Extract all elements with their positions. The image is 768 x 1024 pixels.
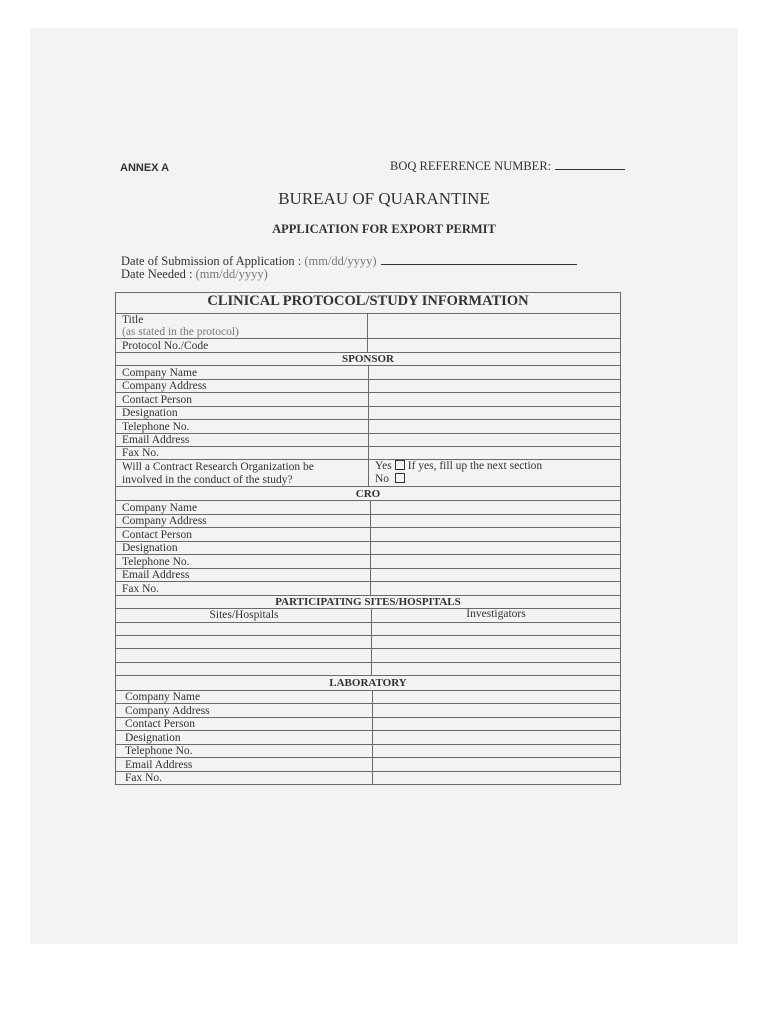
cro-question-line2: involved in the conduct of the study? <box>122 474 293 486</box>
sponsor-company-address-label: Company Address <box>122 380 207 392</box>
document-subtitle: APPLICATION FOR EXPORT PERMIT <box>272 222 496 236</box>
investigators-column-header: Investigators <box>466 608 526 620</box>
cro-company-name-label: Company Name <box>122 502 198 514</box>
lab-company-name-label: Company Name <box>125 691 201 703</box>
cro-question-line1: Will a Contract Research Organization be <box>122 461 314 473</box>
cro-yes-label: Yes <box>375 460 392 472</box>
submission-date-label: Date of Submission of Application : <box>121 254 302 268</box>
cro-no-option <box>375 473 408 485</box>
lab-contact-person-label: Contact Person <box>125 718 195 730</box>
laboratory-heading: LABORATORY <box>329 677 407 689</box>
cro-telephone-label: Telephone No. <box>122 556 190 568</box>
sponsor-telephone-label: Telephone No. <box>122 421 190 433</box>
sites-column-header: Sites/Hospitals <box>209 609 279 621</box>
lab-fax-label: Fax No. <box>125 772 163 784</box>
cro-email-label: Email Address <box>122 569 190 581</box>
lab-company-address-label: Company Address <box>125 705 210 717</box>
cro-designation-label: Designation <box>122 542 178 554</box>
cro-no-checkbox[interactable] <box>395 473 405 483</box>
lab-email-label: Email Address <box>125 759 193 771</box>
submission-date-hint: (mm/dd/yyyy) <box>304 254 377 268</box>
lab-designation-label: Designation <box>125 732 181 744</box>
cro-company-address-label: Company Address <box>122 515 207 527</box>
cro-no-label: No <box>375 473 390 485</box>
cro-yes-checkbox[interactable] <box>395 460 405 470</box>
needed-date-label: Date Needed : <box>121 267 193 281</box>
protocol-label: Protocol No./Code <box>122 340 209 352</box>
sponsor-designation-label: Designation <box>122 407 178 419</box>
annex-label: ANNEX A <box>120 162 170 174</box>
title-label: Title <box>122 314 144 326</box>
document-title: BUREAU OF QUARANTINE <box>278 189 490 208</box>
cro-yes-option <box>375 460 542 472</box>
boq-reference-label: BOQ REFERENCE NUMBER: <box>390 159 552 173</box>
cro-yes-note: If yes, fill up the next section <box>407 460 543 472</box>
cro-contact-person-label: Contact Person <box>122 529 192 541</box>
sponsor-company-name-label: Company Name <box>122 367 198 379</box>
lab-telephone-label: Telephone No. <box>125 745 193 757</box>
sponsor-heading: SPONSOR <box>342 353 394 365</box>
sponsor-contact-person-label: Contact Person <box>122 394 192 406</box>
table-main-title: CLINICAL PROTOCOL/STUDY INFORMATION <box>207 293 529 309</box>
sponsor-fax-label: Fax No. <box>122 447 160 459</box>
cro-fax-label: Fax No. <box>122 583 160 595</box>
needed-date-hint: (mm/dd/yyyy) <box>195 267 268 281</box>
sponsor-email-label: Email Address <box>122 434 190 446</box>
sites-heading: PARTICIPATING SITES/HOSPITALS <box>275 596 461 608</box>
title-sub-label: (as stated in the protocol) <box>122 326 239 338</box>
cro-heading: CRO <box>355 488 381 500</box>
